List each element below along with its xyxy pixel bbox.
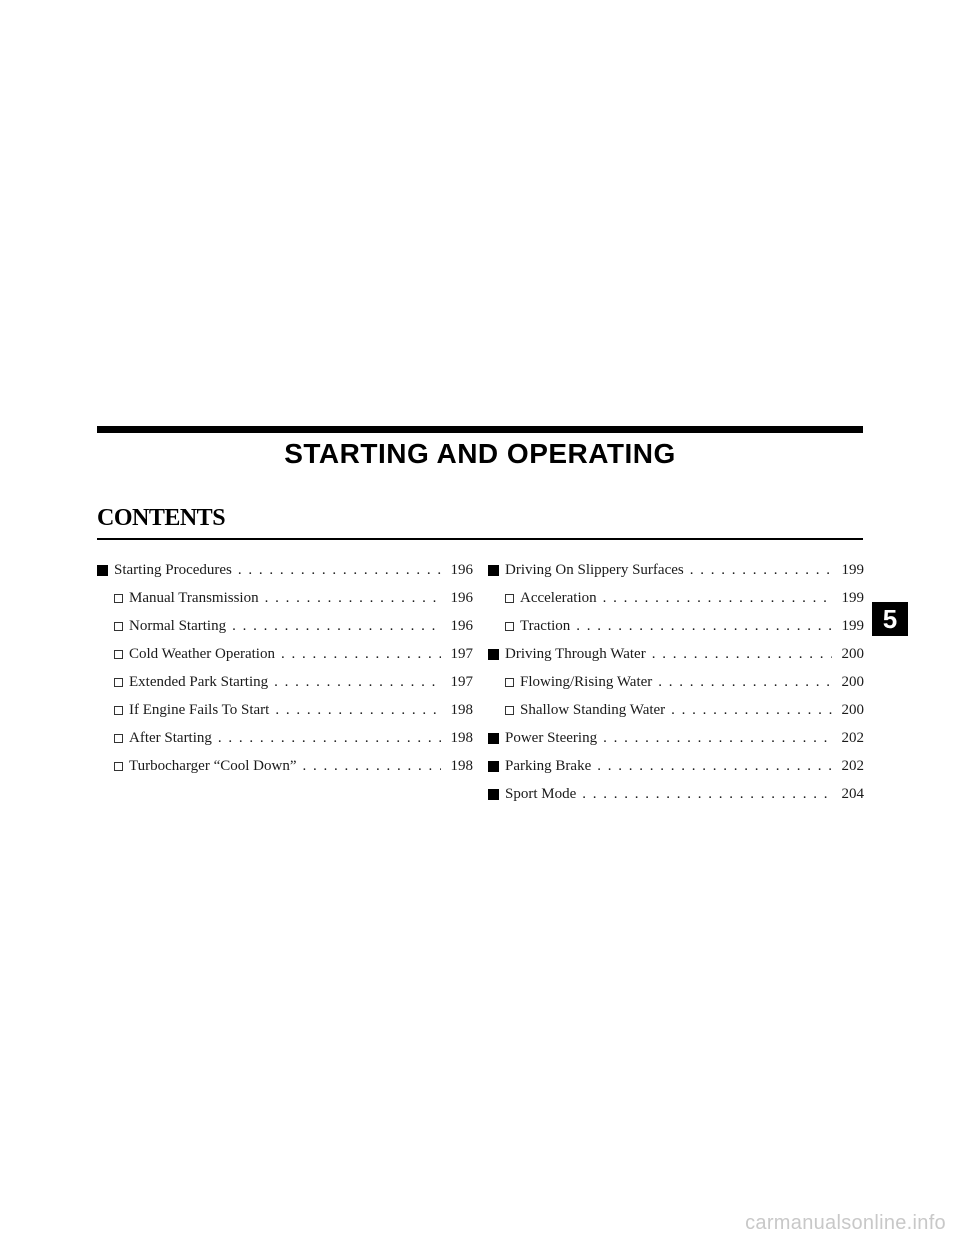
toc-entry-page: 197 — [450, 674, 473, 690]
filled-square-bullet-icon — [488, 649, 499, 660]
chapter-title: STARTING AND OPERATING — [284, 438, 676, 469]
toc-dot-leader — [576, 612, 832, 640]
hollow-square-bullet-icon — [114, 706, 123, 715]
toc-dot-leader — [232, 612, 441, 640]
toc-dot-leader — [690, 556, 832, 584]
toc-dot-leader — [603, 724, 832, 752]
filled-square-bullet-icon — [488, 789, 499, 800]
toc-entry[interactable] — [97, 696, 473, 724]
chapter-number-tab: 5 — [872, 602, 908, 636]
hollow-square-bullet-icon — [505, 622, 514, 631]
hollow-square-bullet-icon — [114, 734, 123, 743]
toc-entry-label: Acceleration — [520, 590, 597, 606]
toc-entry[interactable] — [97, 752, 473, 780]
toc-entry-page: 198 — [450, 758, 473, 774]
toc-entry-page: 196 — [450, 618, 473, 634]
filled-square-bullet-icon — [488, 761, 499, 772]
toc-dot-leader — [658, 668, 832, 696]
toc-entry[interactable] — [488, 584, 864, 612]
toc-entry-page: 199 — [841, 590, 864, 606]
toc-entry-label: Starting Procedures — [114, 562, 232, 578]
toc-entry[interactable] — [488, 696, 864, 724]
toc-entry[interactable] — [488, 612, 864, 640]
toc-entry-page: 200 — [841, 702, 864, 718]
toc-entry-label: Power Steering — [505, 730, 598, 746]
hollow-square-bullet-icon — [505, 594, 514, 603]
filled-square-bullet-icon — [488, 565, 499, 576]
toc-dot-leader — [302, 752, 441, 780]
toc-entry[interactable] — [488, 724, 864, 752]
toc-entry[interactable] — [97, 668, 473, 696]
toc-entry-page: 199 — [841, 562, 864, 578]
toc-entry-page: 202 — [841, 730, 864, 746]
toc-entry-label: Parking Brake — [505, 758, 592, 774]
toc-entry-page: 204 — [841, 786, 864, 802]
hollow-square-bullet-icon — [114, 762, 123, 771]
toc-dot-leader — [218, 724, 441, 752]
toc-dot-leader — [281, 640, 441, 668]
toc-entry-label: Sport Mode — [505, 786, 577, 802]
toc-entry-label: If Engine Fails To Start — [129, 702, 270, 718]
hollow-square-bullet-icon — [114, 650, 123, 659]
contents-heading: CONTENTS — [97, 505, 226, 531]
toc-entry[interactable] — [97, 556, 473, 584]
toc-entry-page: 200 — [841, 646, 864, 662]
toc-dot-leader — [603, 584, 832, 612]
hollow-square-bullet-icon — [505, 678, 514, 687]
toc-dot-leader — [265, 584, 441, 612]
toc-entry[interactable] — [488, 556, 864, 584]
toc-entry-label: Cold Weather Operation — [129, 646, 275, 662]
toc-entry-label: Extended Park Starting — [129, 674, 269, 690]
toc-entry-page: 199 — [841, 618, 864, 634]
filled-square-bullet-icon — [488, 733, 499, 744]
toc-dot-leader — [238, 556, 441, 584]
hollow-square-bullet-icon — [114, 622, 123, 631]
toc-entry[interactable] — [97, 584, 473, 612]
toc-right-column — [488, 556, 864, 808]
toc-left-column — [97, 556, 473, 780]
toc-entry-page: 198 — [450, 730, 473, 746]
toc-entry-page: 197 — [450, 646, 473, 662]
watermark: carmanualsonline.info — [745, 1212, 946, 1234]
toc-dot-leader — [597, 752, 832, 780]
contents-divider — [97, 538, 863, 540]
hollow-square-bullet-icon — [114, 594, 123, 603]
toc-entry-label: After Starting — [129, 730, 212, 746]
toc-entry[interactable] — [97, 612, 473, 640]
filled-square-bullet-icon — [97, 565, 108, 576]
toc-entry-page: 196 — [450, 562, 473, 578]
toc-dot-leader — [652, 640, 832, 668]
toc-entry[interactable] — [488, 752, 864, 780]
toc-entry[interactable] — [488, 668, 864, 696]
toc-entry-page: 200 — [841, 674, 864, 690]
toc-entry-page: 196 — [450, 590, 473, 606]
toc-entry-label: Manual Transmission — [129, 590, 259, 606]
toc-entry[interactable] — [97, 724, 473, 752]
toc-entry-label: Turbocharger “Cool Down” — [129, 758, 297, 774]
toc-entry-label: Driving On Slippery Surfaces — [505, 562, 684, 578]
toc-entry-label: Flowing/Rising Water — [520, 674, 653, 690]
toc-entry[interactable] — [488, 780, 864, 808]
toc-entry-page: 202 — [841, 758, 864, 774]
toc-dot-leader — [582, 780, 832, 808]
toc-entry[interactable] — [97, 640, 473, 668]
toc-entry-label: Shallow Standing Water — [520, 702, 666, 718]
hollow-square-bullet-icon — [114, 678, 123, 687]
toc-entry-label: Normal Starting — [129, 618, 227, 634]
toc-dot-leader — [274, 668, 441, 696]
toc-entry-label: Driving Through Water — [505, 646, 646, 662]
chapter-title-rule — [97, 426, 863, 433]
toc-dot-leader — [275, 696, 441, 724]
toc-entry-label: Traction — [520, 618, 571, 634]
hollow-square-bullet-icon — [505, 706, 514, 715]
toc-dot-leader — [671, 696, 832, 724]
toc-entry[interactable] — [488, 640, 864, 668]
toc-entry-page: 198 — [450, 702, 473, 718]
